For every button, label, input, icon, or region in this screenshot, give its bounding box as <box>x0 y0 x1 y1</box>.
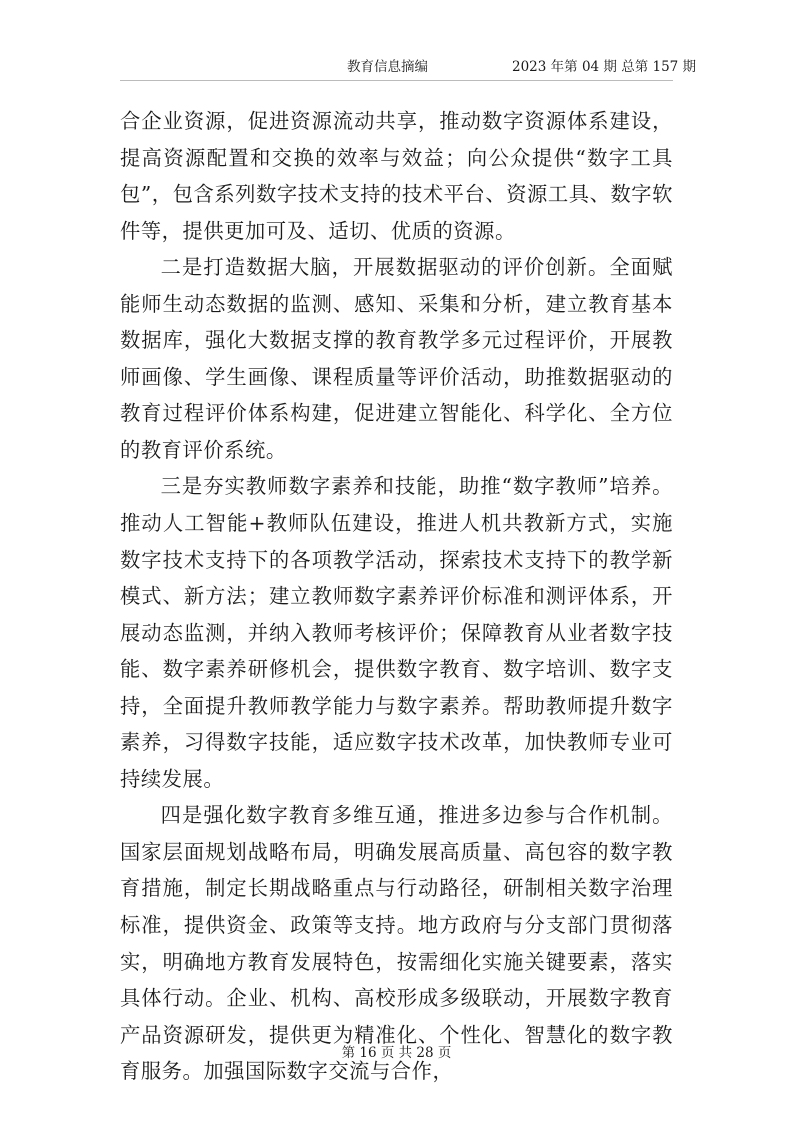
page-header <box>0 57 793 77</box>
journal-title: 教育信息摘编 <box>347 59 428 75</box>
paragraph-teacher-literacy: 三是夯实教师数字素养和技能，助推“数字教师”培养。推动人工智能+教师队伍建设，推进人机共教新方式，实施数字技术支持下的各项教学活动，探索技术支持下的教学新模式、新方法；建立教师数字素养评价标准和测评体系，开展动态监测，并纳入教师考核评价；保障教育从业者数字技能、数字素养研修机会，提供数字教育、数字培训、数字支持，全面提升教师教学能力与数字素养。帮助教师提升数字素养，习得数字技能，适应数字技术改革，加快教师专业可持续发展。 <box>120 474 673 791</box>
page-number: 第 16 页 共 28 页 <box>341 1045 452 1061</box>
paragraph-continuation: 合企业资源，促进资源流动共享，推动数字资源体系建设，提高资源配置和交换的效率与效益；向公众提供“数字工具包”，包含系列数字技术支持的技术平台、资源工具、数字软件等，提供更加可及、适切、优质的资源。 <box>120 109 673 243</box>
article-body <box>120 103 673 1090</box>
header-divider <box>120 80 673 81</box>
issue-number: 2023 年第 04 期 总第 157 期 <box>512 59 697 75</box>
paragraph-multilateral-cooperation: 四是强化数字教育多维互通，推进多边参与合作机制。国家层面规划战略布局，明确发展高质量、高包容的数字教育措施，制定长期战略重点与行动路径，研制相关数字治理标准，提供资金、政策等支持。地方政府与分支部门贯彻落实，明确地方教育发展特色，按需细化实施关键要素，落实具体行动。企业、机构、高校形成多级联动，开展数字教育产品资源研发，提供更为精准化、个性化、智慧化的数字教育服务。加强国际数字交流与合作， <box>120 803 673 1084</box>
paragraph-data-brain: 二是打造数据大脑，开展数据驱动的评价创新。全面赋能师生动态数据的监测、感知、采集和分析，建立教育基本数据库，强化大数据支撑的教育教学多元过程评价，开展教师画像、学生画像、课程质量等评价活动，助推数据驱动的教育过程评价体系构建，促进建立智能化、科学化、全方位的教育评价系统。 <box>120 255 673 462</box>
